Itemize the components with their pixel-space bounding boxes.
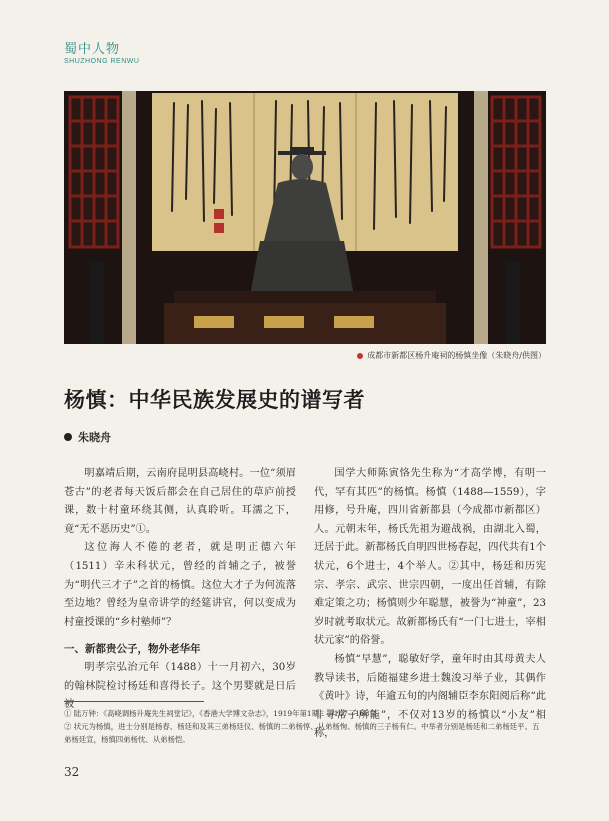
footnote: ② 状元为杨慎，进士分别是杨春、杨廷和及其三弟杨廷仪、杨慎的二弟杨惇、从弟杨恂、杨慎的三子杨有仁。中举者分别是杨廷和二弟杨廷平、五弟杨廷宣，杨慎四弟杨忱、从弟杨恺。 [64,722,540,744]
paragraph: 明嘉靖后期，云南府昆明县高峣村。一位“须眉苍古”的老者每天饭后都会在自己居住的草庐前授课，数十村童环绕其侧，认真聆听。耳濡之下，竟“无不恶历史”①。 [64,468,296,535]
caption-text: 成都市新都区杨升庵祠的杨慎坐像（朱晓舟/供图） [367,351,546,360]
author-line [64,429,111,445]
statue-photo [64,91,546,344]
section-title-cn: 蜀中人物 [64,42,121,57]
author-bullet-icon [64,433,72,441]
paragraph: 杨慎“早慧”，聪敏好学，童年时由其母黄夫人教导读书，后随福建乡进士魏浚习举子业，其偶作《黄叶》诗，年逾五旬的内阁辅臣李东阳阅后称“此非寻常子所能”，不仅对13岁的杨慎以“小友”相称， [314,653,546,740]
lattice-right [492,97,540,247]
left-column [64,465,296,715]
article-title: 杨慎：中华民族发展史的谱写者 [64,388,365,412]
paragraph: 明孝宗弘治元年（1488）十一月初六，30岁的翰林院检讨杨廷和喜得长子。这个男婴就是日后被 [64,661,296,711]
caption-dot-icon [357,353,363,359]
photo-caption [357,350,546,361]
section-title-en: SHUZHONG RENWU [64,58,140,65]
footnote-divider [64,701,204,702]
section-header [64,38,139,65]
paragraph: 这位海人不倦的老者，就是明正德六年（1511）辛未科状元，曾经的首辅之子，被誉为“明代三才子”之首的杨慎。这位大才子为何流落至边地？曾经为皇帝讲学的经筵讲官，何以变成为村童授课的“乡村塾师”？ [64,542,296,628]
author-name: 朱晓舟 [78,431,111,444]
page-number: 32 [64,765,80,779]
footnote: ① 陆万钟：《高峣调杨升庵先生祠堂记》，《香港大学博文杂志》，1919年第1期，第167—168页。 [64,709,385,718]
paragraph: 国学大师陈寅恪先生称为“才高学博，有明一代，罕有其匹”的杨慎。杨慎（1488—1559），字用修，号升庵，四川省新都县（今成都市新都区）人。元朝末年，杨氏先祖为避战祸，由湖北入蜀，迁居于此。新都杨氏自明四世杨春起，四代共有1个状元，6个进士，4个举人。②其中，杨廷和历宪宗、孝宗、武宗、世宗四朝，一度出任首辅，有除难定策之功；杨慎则少年聪慧，被誉为“神童”，23岁时就考取状元。故新都杨氏有“一门七进士，宰相状元家”的俗誉。 [314,468,546,647]
lattice-left [70,97,118,247]
section-heading: 一、新都贵公子，物外老华年 [64,643,201,656]
right-column [314,465,546,744]
footnotes [64,707,546,746]
